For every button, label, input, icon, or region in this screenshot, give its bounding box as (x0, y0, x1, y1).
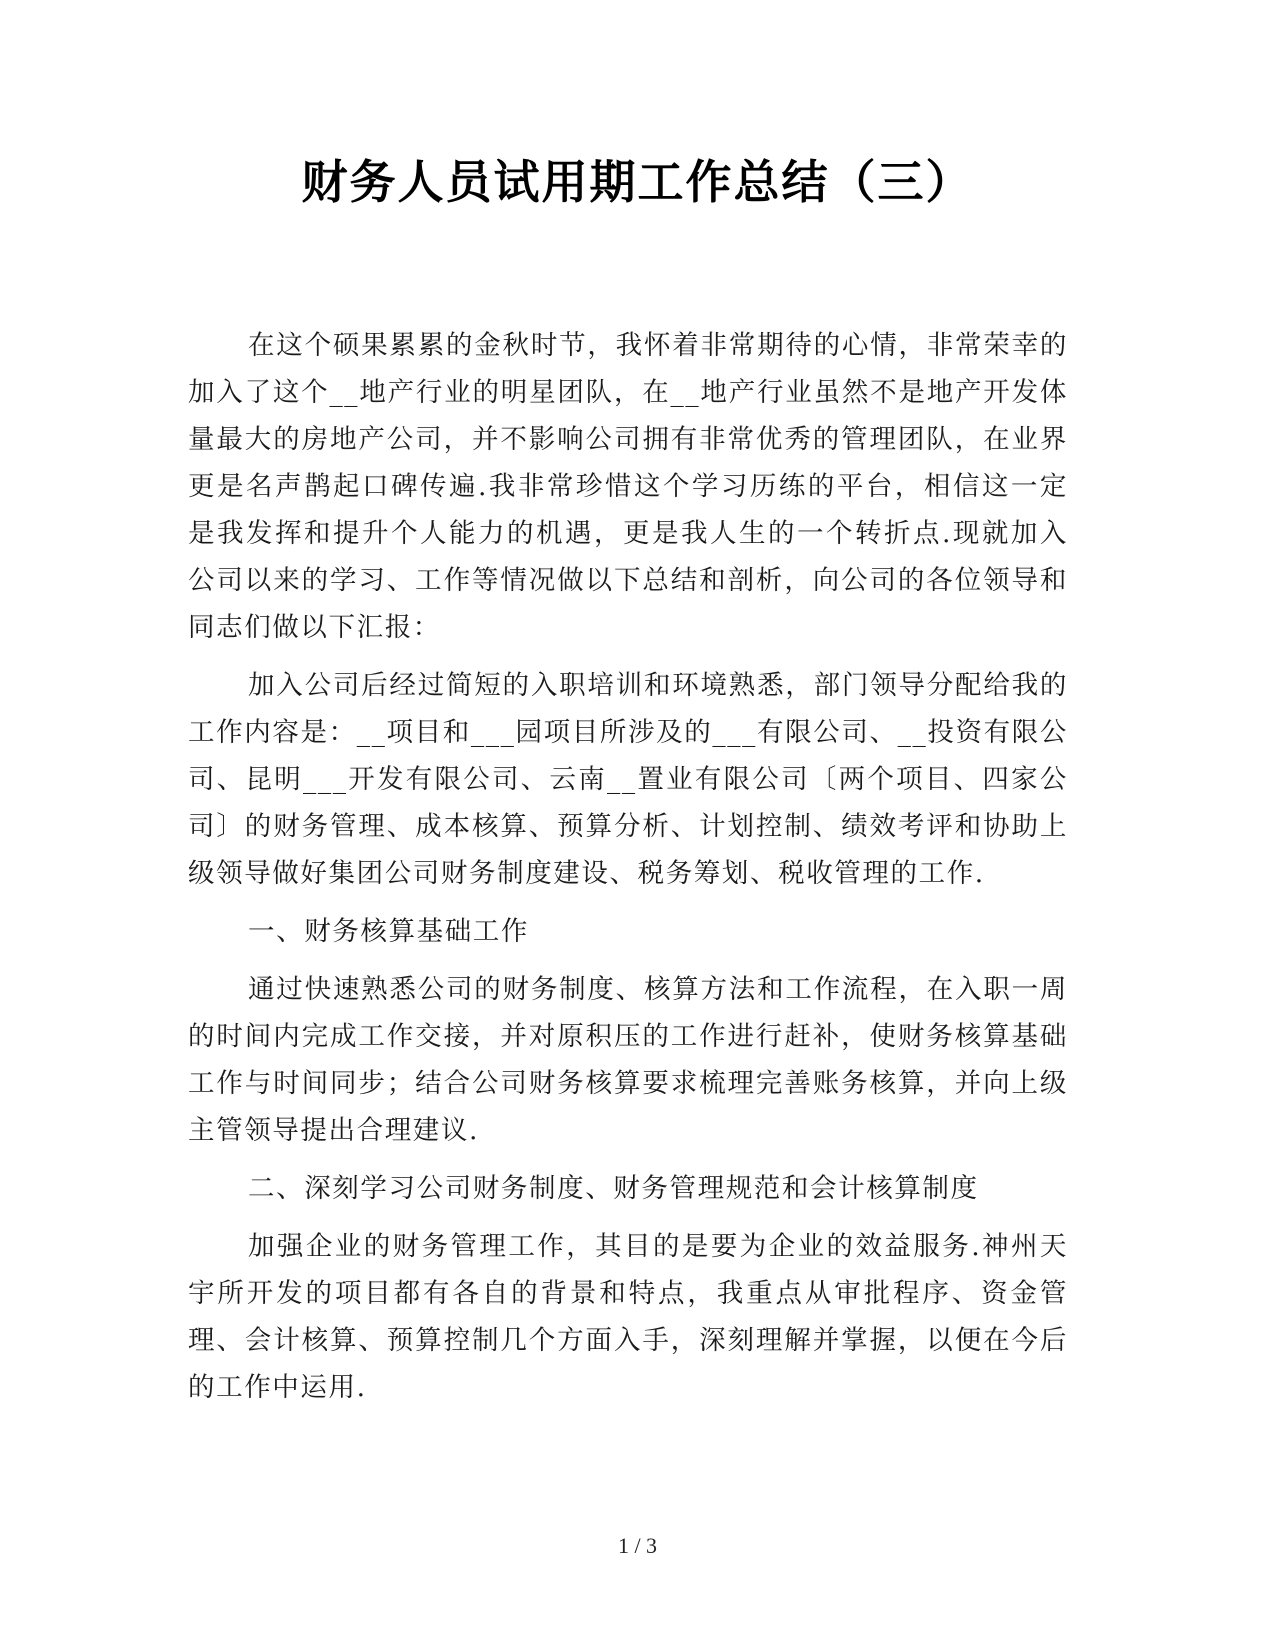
section-heading-2: 二、深刻学习公司财务制度、财务管理规范和会计核算制度 (248, 1173, 979, 1204)
paragraph-job-content: 加入公司后经过简短的入职培训和环境熟悉，部门领导分配给我的工作内容是：__项目和___园项目所涉及的___有限公司、__投资有限公司、昆明___开发有限公司、云南__置业有限公司〔两个项目、四家公司〕的财务管理、成本核算、预算分析、计划控制、绩效考评和协助上级领导做好集团公司财务制度建设、税务筹划、税收管理的工作. (188, 670, 1068, 889)
document-body (188, 322, 1068, 1422)
section-heading-1: 一、财务核算基础工作 (248, 916, 529, 947)
paragraph-financial-management: 加强企业的财务管理工作，其目的是要为企业的效益服务.神州天宇所开发的项目都有各自的背景和特点，我重点从审批程序、资金管理、会计核算、预算控制几个方面入手，深刻理解并掌握，以便在今后的工作中运用. (188, 1231, 1068, 1403)
page-number: 1 / 3 (617, 1533, 658, 1558)
paragraph-intro: 在这个硕果累累的金秋时节，我怀着非常期待的心情，非常荣幸的加入了这个__地产行业的明星团队，在__地产行业虽然不是地产开发体量最大的房地产公司，并不影响公司拥有非常优秀的管理团队，在业界更是名声鹊起口碑传遍.我非常珍惜这个学习历练的平台，相信这一定是我发挥和提升个人能力的机遇，更是我人生的一个转折点.现就加入公司以来的学习、工作等情况做以下总结和剖析，向公司的各位领导和同志们做以下汇报： (188, 330, 1068, 643)
document-title: 财务人员试用期工作总结（三） (301, 155, 974, 209)
paragraph-accounting-basics: 通过快速熟悉公司的财务制度、核算方法和工作流程，在入职一周的时间内完成工作交接，并对原积压的工作进行赶补，使财务核算基础工作与时间同步；结合公司财务核算要求梳理完善账务核算，并向上级主管领导提出合理建议. (188, 974, 1068, 1146)
